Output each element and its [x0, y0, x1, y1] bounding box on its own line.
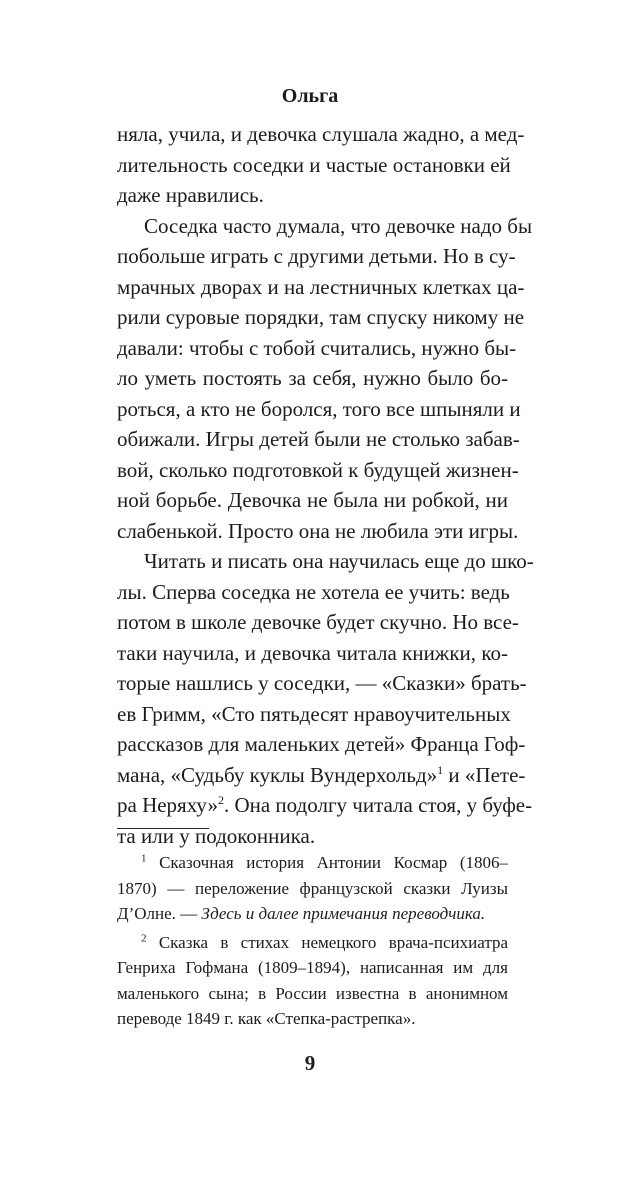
- text-line-content: Читать и писать она научилась еще до шко-: [144, 549, 534, 573]
- text-line: [117, 363, 508, 394]
- text-line: [117, 394, 521, 425]
- text-line: [117, 760, 526, 791]
- footnote-text: маленького сына; в России известна в анонимном: [117, 983, 508, 1003]
- text-line-tail: и «Пете-: [443, 762, 526, 787]
- text-line-content: обижали. Игры детей были не столько забав-: [117, 427, 520, 451]
- text-line: [117, 272, 525, 303]
- text-line-content: вой, сколько подготовкой к будущей жизнен-: [117, 457, 519, 482]
- text-line: [117, 729, 526, 760]
- footnotes: [117, 850, 508, 1032]
- footnote-text: Сказочная история Антонии Космар (1806–: [159, 853, 508, 872]
- text-line: [117, 302, 525, 333]
- footnote-reference[interactable]: 2: [217, 793, 224, 807]
- text-line-content: рили суровые порядки, там спуску никому не: [117, 305, 525, 329]
- text-line-content: побольше играть с другими детьми. Но в су-: [117, 244, 516, 268]
- footnote-line: [117, 876, 508, 902]
- text-line: [117, 699, 511, 730]
- text-line-content: ной борьбе. Девочка не была ни робкой, ни: [117, 488, 508, 512]
- page-number: 9: [304, 1051, 316, 1075]
- body-text: [117, 119, 534, 851]
- footnote-line: [117, 1006, 508, 1032]
- footnote-separator: [117, 828, 209, 829]
- text-line: [117, 241, 516, 272]
- text-line: [117, 577, 508, 608]
- text-line: [117, 546, 534, 577]
- text-line-content: лительность соседки и частые остановки ей: [117, 152, 511, 177]
- text-line: [117, 668, 527, 699]
- text-line-content: лы. Сперва соседка не хотела ее учить: ведь: [117, 579, 510, 604]
- text-line-content: няла, учила, и девочка слушала жадно, а мед-: [117, 122, 525, 146]
- text-line-content: потом в школе девочке будет скучно. Но все-: [117, 610, 519, 634]
- footnote: [117, 930, 508, 1032]
- text-line-content: Соседка часто думала, что девочке надо бы: [144, 213, 533, 238]
- text-line: [117, 638, 508, 669]
- text-line-content: роться, а кто не боролся, того все шпыняли и: [117, 396, 521, 421]
- text-line-tail: . Она подолгу читала стоя, у буфе-: [223, 793, 533, 817]
- text-line-content: ра Неряху»: [117, 793, 218, 817]
- text-line-content: ло уметь постоять за себя, нужно было бо-: [117, 366, 508, 390]
- footnote-line: [117, 981, 508, 1007]
- footnote-text: Д’Олне. —: [117, 904, 202, 923]
- text-line: [117, 180, 508, 211]
- text-line-content: ев Гримм, «Сто пятьдесят нравоучительных: [117, 701, 511, 726]
- footnote-mark: 2: [141, 931, 147, 944]
- text-line: [117, 333, 517, 364]
- text-line-content: давали: чтобы с тобой считались, нужно бы-: [117, 335, 517, 360]
- footnote-translator-note: Здесь и далее примечания переводчика.: [201, 904, 486, 923]
- text-line: [117, 119, 525, 150]
- footnote-text: переводе 1849 г. как «Степка-растрепка».: [117, 1009, 416, 1028]
- text-line: [117, 516, 519, 547]
- text-line-content: слабенькой. Просто она не любила эти игры.: [117, 518, 519, 543]
- text-line: [117, 821, 508, 852]
- text-line-content: торые нашлись у соседки, — «Сказки» брать-: [117, 671, 527, 695]
- text-line-content: мана, «Судьбу куклы Вундерхольд»: [117, 762, 438, 787]
- footnote-text: 1870) — переложение французской сказки Луизы: [117, 878, 508, 898]
- running-head: Ольга: [281, 85, 339, 107]
- footnote-mark: 1: [141, 852, 147, 865]
- text-line-content: мрачных дворах и на лестничных клетках ца-: [117, 274, 525, 299]
- text-line: [117, 607, 519, 638]
- footnote-text: Генриха Гофмана (1809–1894), написанная им для: [117, 958, 508, 977]
- text-line: [117, 485, 508, 516]
- text-line: [117, 150, 511, 181]
- text-line-content: таки научила, и девочка читала книжки, ко-: [117, 640, 508, 665]
- footnote-line: [117, 930, 508, 956]
- footnote-line: [117, 850, 508, 876]
- footnote: [117, 850, 508, 927]
- footnote-text: Сказка в стихах немецкого врача-психиатра: [158, 932, 509, 952]
- text-line: [117, 455, 519, 486]
- text-line: [117, 790, 533, 821]
- text-line: [117, 211, 533, 242]
- footnote-line: [117, 901, 508, 927]
- text-line-content: даже нравились.: [117, 183, 264, 207]
- footnote-line: [117, 955, 508, 981]
- text-line-content: та или у подоконника.: [117, 823, 316, 848]
- footnote-reference[interactable]: 1: [437, 762, 444, 777]
- text-line: [117, 424, 520, 455]
- text-line-content: рассказов для маленьких детей» Франца Гоф-: [117, 732, 526, 756]
